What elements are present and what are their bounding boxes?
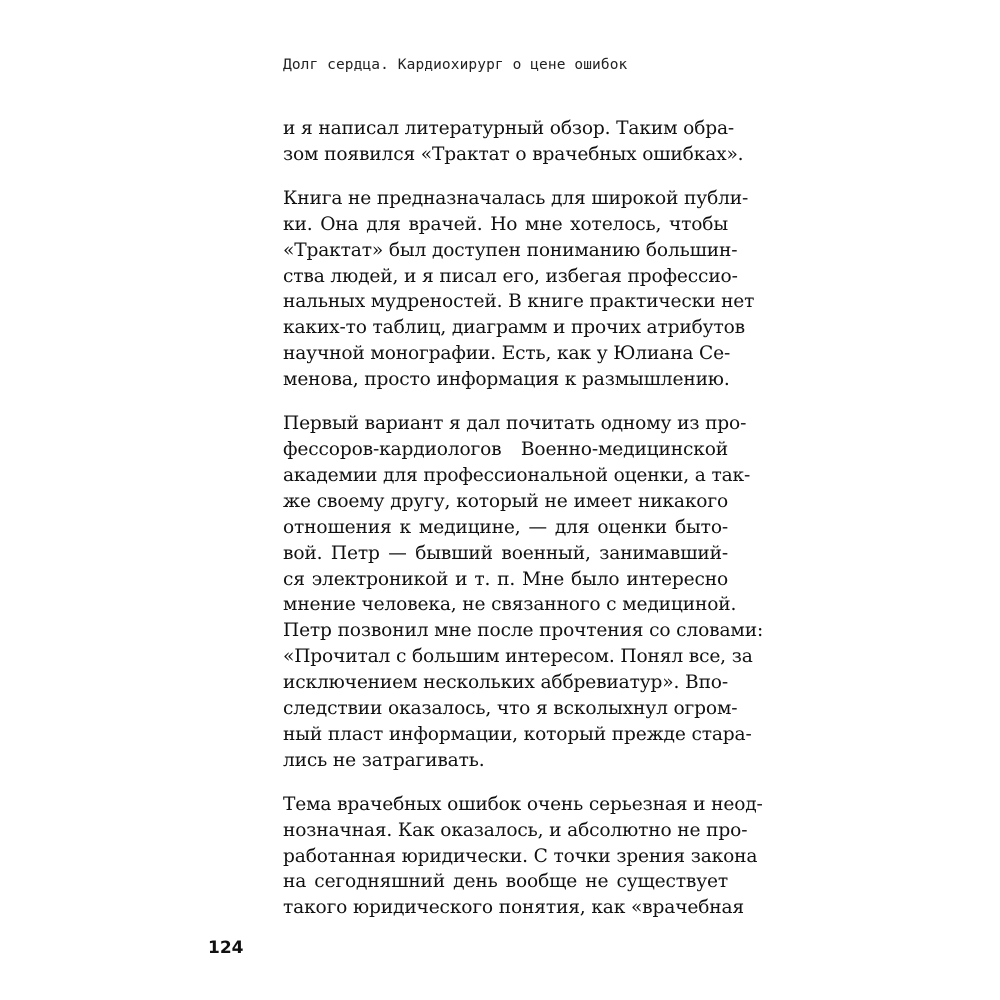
text-line: же своему другу, который не имеет никакого bbox=[283, 490, 728, 512]
text-line: зом появился «Трактат о врачебных ошибках». bbox=[283, 143, 744, 165]
text-line: и я написал литературный обзор. Таким обра- bbox=[283, 118, 735, 139]
text-line: фессоров-кардиологов Военно-медицинской bbox=[283, 438, 728, 460]
text-line: ся электроникой и т. п. Мне было интересно bbox=[283, 568, 728, 590]
paragraph-4 bbox=[283, 792, 763, 922]
paragraph-3 bbox=[283, 411, 764, 774]
running-head: Долг сердца. Кардиохирург о цене ошибок bbox=[283, 57, 628, 73]
text-line: каких-то таблиц, диаграмм и прочих атрибутов bbox=[283, 317, 745, 339]
text-line: такого юридического понятия, как «врачебная bbox=[283, 897, 744, 919]
text-line: Тема врачебных ошибок очень серьезная и неод- bbox=[283, 793, 763, 815]
text-line: следствии оказалось, что я всколыхнул огром- bbox=[283, 698, 738, 720]
text-line: менова, просто информация к размышлению. bbox=[283, 369, 730, 391]
text-line: научной монографии. Есть, как у Юлиана Се- bbox=[283, 343, 731, 365]
text-line: нальных мудреностей. В книге практически нет bbox=[283, 291, 755, 313]
text-line: Петр позвонил мне после прочтения со словами: bbox=[283, 620, 764, 642]
text-line: на сегодняшний день вообще не существует bbox=[283, 871, 728, 893]
body-text bbox=[283, 116, 764, 939]
paragraph-2 bbox=[283, 186, 755, 393]
text-line: «Трактат» был доступен пониманию большин- bbox=[283, 239, 738, 261]
text-line: мнение человека, не связанного с медициной. bbox=[283, 594, 737, 616]
paragraph-1 bbox=[283, 116, 744, 168]
text-line: нозначная. Как оказалось, и абсолютно не про- bbox=[283, 819, 748, 841]
text-line: «Прочитал с большим интересом. Понял все, за bbox=[283, 646, 753, 668]
text-line: вой. Петр — бывший военный, занимавший- bbox=[283, 542, 728, 564]
text-line: Книга не предназначалась для широкой публи- bbox=[283, 187, 749, 209]
text-line: лись не затрагивать. bbox=[283, 749, 485, 771]
text-line: отношения к медицине, — для оценки быто- bbox=[283, 516, 728, 538]
text-line: ки. Она для врачей. Но мне хотелось, чтобы bbox=[283, 213, 728, 235]
page-number: 124 bbox=[208, 938, 244, 958]
text-line: академии для профессиональной оценки, а так- bbox=[283, 464, 751, 486]
text-line: исключением нескольких аббревиатур». Впо- bbox=[283, 672, 728, 694]
text-line: ный пласт информации, который прежде стара- bbox=[283, 723, 752, 745]
text-line: Первый вариант я дал почитать одному из про- bbox=[283, 413, 747, 435]
text-line: ства людей, и я писал его, избегая профессио- bbox=[283, 265, 738, 287]
text-line: работанная юридически. С точки зрения закона bbox=[283, 845, 758, 867]
